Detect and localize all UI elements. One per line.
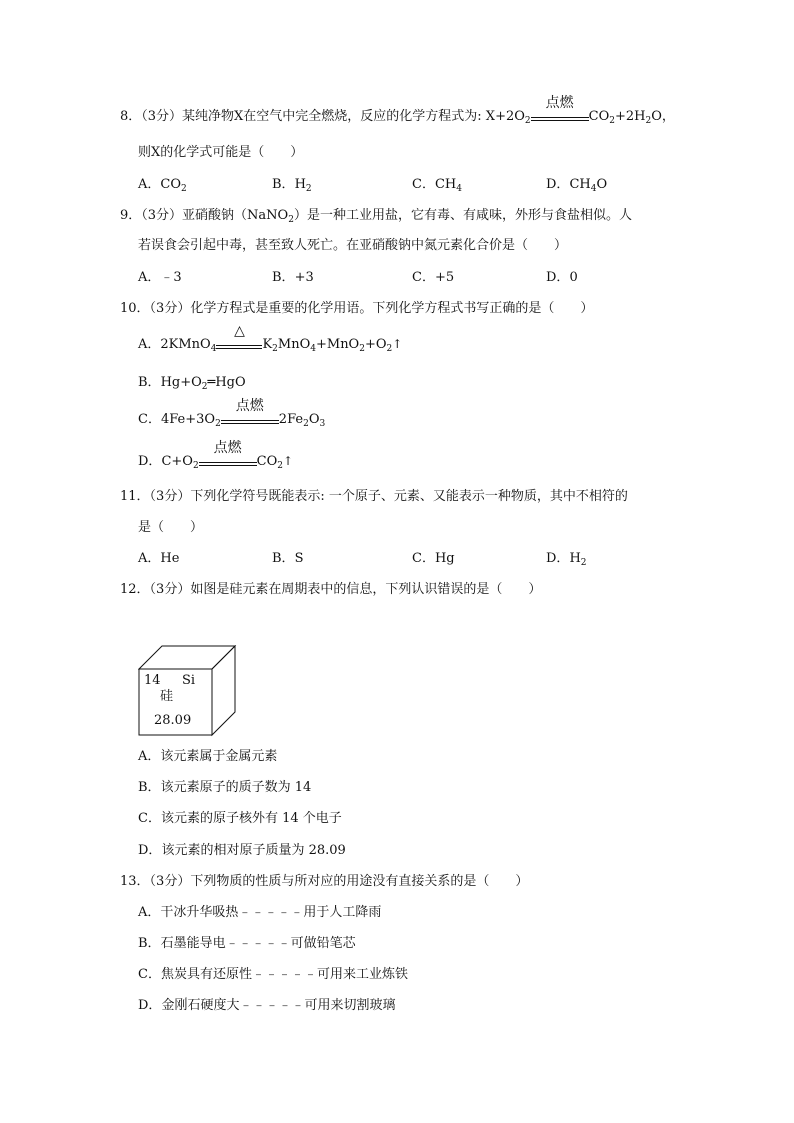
heat-condition-sign: △ <box>216 338 262 352</box>
atomic-number: 14 <box>144 673 161 688</box>
q12-option-c[interactable]: C．该元素的原子核外有 14 个电子 <box>138 811 342 826</box>
q9-option-c[interactable]: C．+5 <box>412 270 455 285</box>
q8-option-c[interactable]: C．$CH_4$ <box>412 177 462 194</box>
q13-option-c[interactable]: C．焦炭具有还原性﹣﹣﹣﹣﹣可用来工业炼铁 <box>138 967 408 982</box>
reaction-condition-sign: 点燃 <box>199 455 257 469</box>
q8-option-d[interactable]: D．$CH_4O$ <box>546 177 608 194</box>
q10-option-b[interactable]: B．$Hg+O_2═HgO$ <box>138 375 246 392</box>
reaction-condition-sign: 点燃 <box>531 110 589 124</box>
q10-option-a[interactable]: A．2KMnO$_4$ △ $K_2MnO_4+MnO_2+O_2↑$ <box>138 322 403 354</box>
q11-stem-line2: 是（ ） <box>138 520 204 535</box>
q10-stem: 10．（3分）化学方程式是重要的化学用语。下列化学方程式书写正确的是（ ） <box>120 301 594 316</box>
element-symbol: Si <box>182 673 196 688</box>
q9-option-b[interactable]: B．+3 <box>272 270 314 285</box>
q12-option-a[interactable]: A．该元素属于金属元素 <box>138 749 278 764</box>
q8-option-a[interactable]: A．$CO_2$ <box>138 177 187 194</box>
q13-option-b[interactable]: B．石墨能导电﹣﹣﹣﹣﹣可做铅笔芯 <box>138 936 356 951</box>
q9-option-a[interactable]: A．﹣3 <box>138 270 182 285</box>
q9-stem-line2: 若误食会引起中毒，甚至致人死亡。在亚硝酸钠中氮元素化合价是（ ） <box>138 238 568 253</box>
gas-arrow-icon: ↑ <box>392 337 403 351</box>
reaction-condition-sign: 点燃 <box>221 413 279 427</box>
q11-option-a[interactable]: A．He <box>138 551 180 566</box>
q13-stem: 13．（3分）下列物质的性质与所对应的用途没有直接关系的是（ ） <box>120 874 529 889</box>
q8-option-b[interactable]: B．$H_2$ <box>272 177 312 194</box>
q12-option-b[interactable]: B．该元素原子的质子数为 14 <box>138 780 312 795</box>
q11-stem-line1: 11．（3分）下列化学符号既能表示: 一个原子、元素、又能表示一种物质，其中不相符的 <box>120 489 628 504</box>
atomic-mass: 28.09 <box>154 713 192 728</box>
silicon-element-card <box>138 645 238 735</box>
q12-stem: 12．（3分）如图是硅元素在周期表中的信息，下列认识错误的是（ ） <box>120 582 542 597</box>
q10-option-c[interactable]: C．$4Fe+3O_2$ 点燃 $2Fe_2O_3$ <box>138 397 326 429</box>
q9-stem-line1: 9．（3分）亚硝酸钠（NaNO$_2$）是一种工业用盐，它有毒、有咸味，外形与食盐相似。人 <box>120 208 632 225</box>
element-name: 硅 <box>160 689 174 704</box>
q13-option-a[interactable]: A．干冰升华吸热﹣﹣﹣﹣﹣用于人工降雨 <box>138 905 382 920</box>
q8-stem-line1: 8．（3分）某纯净物X在空气中完全燃烧，反应的化学方程式为: $X+2O_2$ 点燃 $CO_2+2H_2O$， <box>120 94 675 126</box>
q8-stem-line2: 则X的化学式可能是（ ） <box>138 145 304 160</box>
q11-option-b[interactable]: B．S <box>272 551 304 566</box>
q12-option-d[interactable]: D．该元素的相对原子质量为 28.09 <box>138 843 346 858</box>
q13-option-d[interactable]: D．金刚石硬度大﹣﹣﹣﹣﹣可用来切割玻璃 <box>138 998 396 1013</box>
q10-option-d[interactable]: D．$C+O_2$ 点燃 $CO_2↑$ <box>138 439 294 471</box>
q11-option-c[interactable]: C．Hg <box>412 551 455 566</box>
q11-option-d[interactable]: D．$H_2$ <box>546 551 587 568</box>
gas-arrow-icon: ↑ <box>283 454 294 468</box>
q9-option-d[interactable]: D．0 <box>546 270 578 285</box>
